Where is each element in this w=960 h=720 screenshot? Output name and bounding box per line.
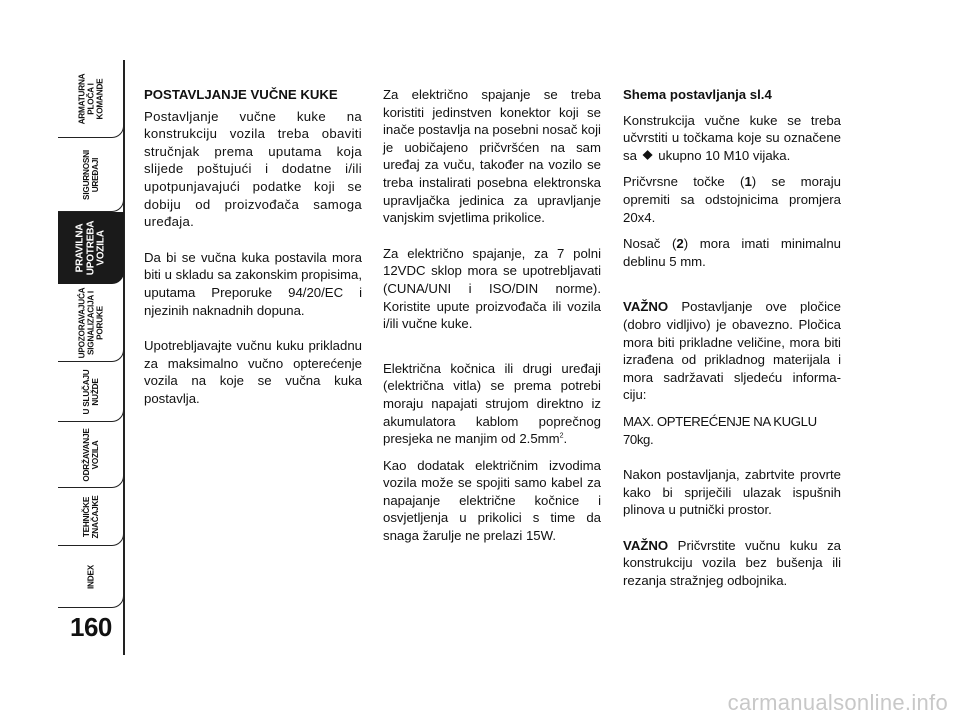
paragraph-bracket (623, 235, 841, 270)
tab-pravilna-upotreba[interactable] (58, 212, 124, 284)
section-heading: POSTAVLJANJE VUČNE KUKE (144, 87, 338, 102)
tab-sigurnosni-uredaji[interactable] (58, 138, 124, 212)
tab-label: UPOZORAVAJUĆA SIGNALIZACIJA I PORUKE (77, 287, 104, 358)
important-label: VAŽNO (623, 299, 669, 315)
paragraph-intro: Postavljanje vučne kuke na konstrukciju vozila treba obaviti stručnjak prema uputama koja slijede poštujući i dodatne i/ili upotpunjavajući podatke koji se dobiju od proizvođača samoga uređaja. (144, 108, 362, 230)
fixing-point-icon: ⯁ (642, 147, 653, 163)
ref-number-2: 2 (676, 236, 684, 252)
tab-u-slucaju-nuzde[interactable] (58, 362, 124, 422)
ref-number-1: 1 (744, 174, 752, 190)
tab-label: U SLUČAJU NUŽDE (81, 368, 100, 415)
bracket-text-post: ) mora imati minimalnu deblinu 5 mm. (623, 236, 842, 269)
paragraph-mounting-points (623, 112, 841, 165)
electric-brake-text: Električna kočnica ili drugi uređaji (električna vitla) se prema potrebi moraju napajati strujom direktno iz akumulatora kablom poprečnog presjeka ne manjim od 2.5mm (383, 360, 601, 447)
paragraph-capacity: Upotrebljavajte vučnu kuku prikladnu za maksimalno vučno opterećenje vozila na koje se vučna kuka postavlja. (144, 338, 362, 406)
tab-label: ARMATURNA PLOČA I KOMANDE (77, 73, 104, 124)
paragraph-important-plate (623, 298, 841, 404)
fixing-text-pre: Pričvrsne točke ( (623, 174, 745, 190)
tab-label: PRAVILNA UPOTREBA VOZILA (73, 220, 106, 275)
chapter-sidebar (0, 0, 135, 720)
paragraph-important-drilling (623, 537, 841, 590)
fixing-text-post: ) se moraju opremiti sa odstojnicima promjera 20x4. (623, 174, 841, 225)
paragraph-7-pin: Za električno spajanje, za 7 polni 12VDC sklop mora se upotrebljavati (CUNA/UNI i ISO/DIN norme). Koristite upute proizvođača ili vozila i/ili vučne kuke. (383, 245, 601, 332)
column-right (623, 86, 841, 599)
column-left (144, 86, 362, 417)
page-number: 160 (70, 612, 112, 642)
tab-label: SIGURNOSNI UREĐAJI (81, 149, 100, 200)
bracket-text-pre: Nosač ( (623, 236, 677, 252)
superscript-2: 2 (559, 432, 564, 440)
paragraph-supply-cable: Kao dodatak električnim izvodima vozila može se spojiti samo kabel za napajanje električne kočnice i osvjetljenja u prikolici s time da snaga žarulje ne prelazi 15W. (383, 457, 601, 544)
mounting-text-pre: Konstrukcija vučne kuke se treba učvrstiti u točkama koje su označene sa (623, 112, 841, 163)
tab-tehnicke-znacajke[interactable] (58, 488, 124, 546)
diagram-heading: Shema postavljanja sl.4 (623, 87, 772, 102)
mounting-text-post: ukupno 10 M10 vijaka. (658, 147, 791, 163)
important-drilling-text: Pričvrstite vučnu kuku za konstrukciju vozila bez bušenja ili rezanja stražnjeg odbojnika. (623, 537, 841, 589)
tab-armaturna-ploca[interactable] (58, 60, 124, 138)
max-load-label: MAX. OPTEREĆENJE NA KUGLU 70kg. (623, 413, 817, 447)
paragraph-regulations: Da bi se vučna kuka postavila mora biti u skladu sa zakonskim propisima, uputama Preporuke 94/20/EC i njezinih naknadnih dopuna. (144, 249, 362, 318)
paragraph-electric-brake (383, 360, 601, 448)
tab-label: ODRŽAVANJE VOZILA (81, 427, 100, 482)
paragraph-sealing: Nakon postavljanja, zabrtvite provrte kako bi spriječili ulazak ispušnih plinova u putnički prostor. (623, 467, 841, 518)
important-plate-text: Postavljanje ove pločice (dobro vidljivo) je obavezno. Pločica mora biti prikladne veličine, mora biti izrađena od prikladnog materijala i mora sadržavati sljedeću informa-ciju: (623, 299, 841, 403)
watermark: carmanualsonline.info (727, 690, 948, 715)
tab-upozoravajuca-signalizacija[interactable] (58, 284, 124, 362)
important-label: VAŽNO (623, 537, 669, 553)
tab-odrzavanje-vozila[interactable] (58, 422, 124, 488)
tab-label: INDEX (86, 564, 95, 589)
paragraph-fixing-points (623, 173, 841, 226)
paragraph-connector: Za električno spajanje se treba koristiti jedinstven konektor koji se inače postavlja na posebni nosač koji je uobičajeno pričvršćen na sam uređaj za vuču, također na vozilo se treba instalirati posebna elektronska upravljačka jedinica za upravljanje vanjskim svjetlima prikolice. (383, 87, 601, 226)
tab-label: TEHNIČKE ZNAČAJKE (81, 495, 100, 538)
tab-index[interactable] (58, 546, 124, 608)
column-middle (383, 86, 601, 554)
period: . (563, 431, 568, 447)
